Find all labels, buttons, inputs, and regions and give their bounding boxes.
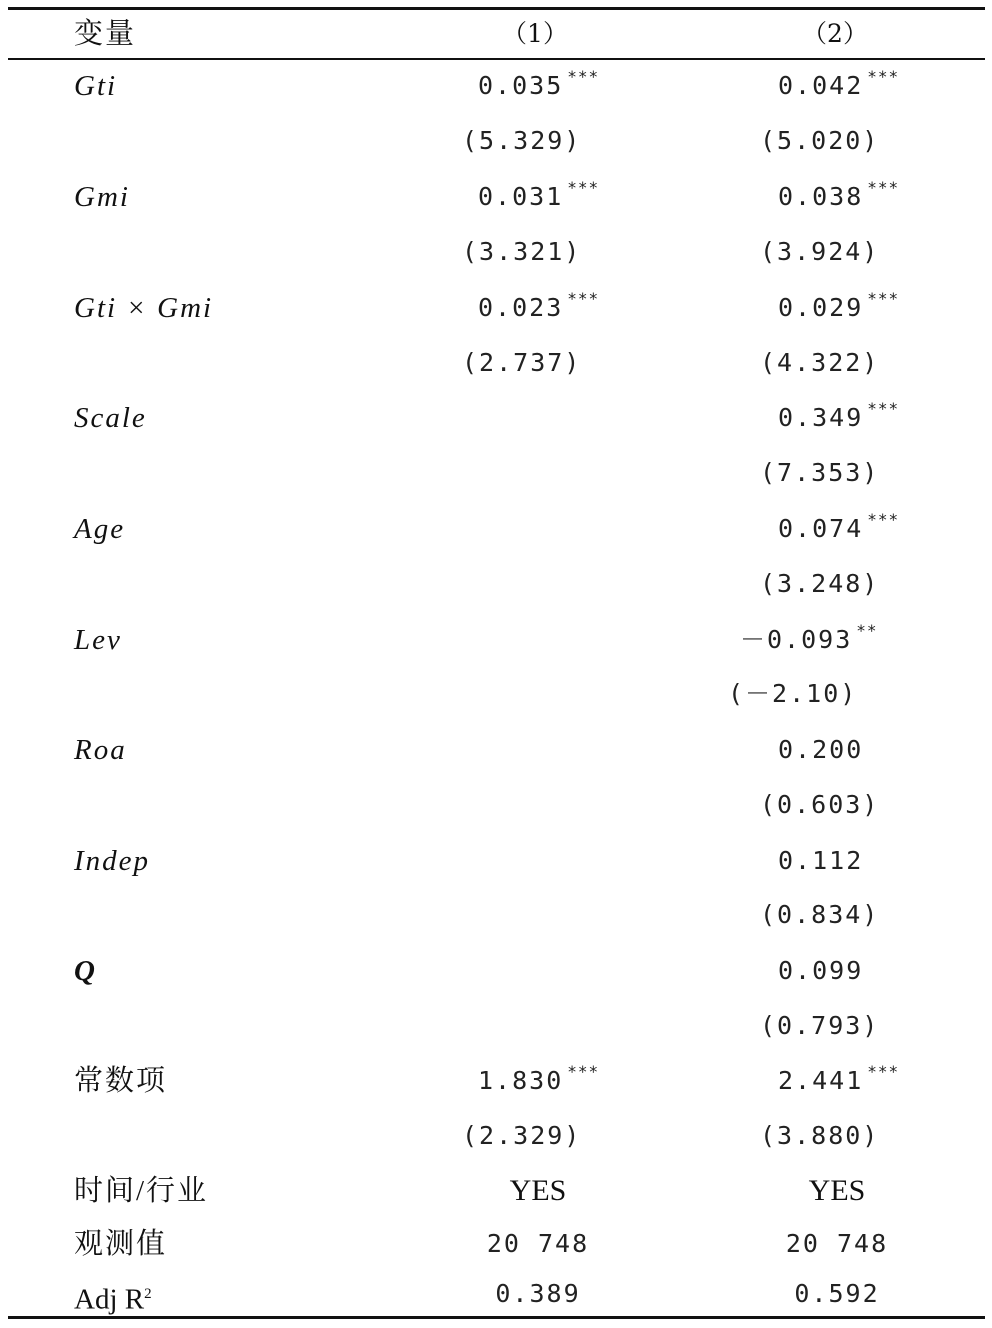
tstat-col2: (5.020) [760, 126, 880, 155]
table-top-rule [8, 7, 985, 10]
table-row-tstat [0, 674, 992, 714]
header-variable: 变量 [74, 18, 137, 50]
table-row [0, 66, 992, 106]
table-header-row [0, 14, 992, 54]
coefficient-col2: 0.099 [778, 956, 864, 985]
table-row-tstat [0, 453, 992, 493]
variable-name: Indep [74, 845, 151, 877]
table-row-tstat [0, 785, 992, 825]
coefficient-col1: 0.023 *** [478, 289, 600, 322]
tstat-col2: (3.248) [760, 569, 880, 598]
table-row [0, 398, 992, 438]
header-col1: （1） [502, 19, 568, 48]
tstat-col2: (7.353) [760, 458, 880, 487]
table-row-tstat [0, 343, 992, 383]
table-row-tstat [0, 232, 992, 272]
coefficient-col1: 1.830 *** [478, 1062, 600, 1095]
variable-name: Scale [74, 402, 147, 434]
table-row-observations [0, 1224, 992, 1264]
header-col2: （2） [802, 19, 868, 48]
observations-col2: 20 748 [785, 1229, 889, 1258]
table-row-fixed-effects [0, 1171, 992, 1211]
tstat-col2: (0.793) [760, 1011, 880, 1040]
coefficient-col1: 0.035 *** [478, 67, 600, 100]
variable-name: Roa [74, 734, 127, 766]
tstat-col1: (2.737) [462, 348, 582, 377]
variable-name: Gmi [74, 181, 130, 213]
tstat-col2: (3.880) [760, 1121, 880, 1150]
table-bottom-rule [8, 1316, 985, 1319]
coefficient-col2: 0.074 *** [778, 510, 900, 543]
table-row [0, 509, 992, 549]
table-row-tstat [0, 564, 992, 604]
coefficient-col2: 0.349 *** [778, 399, 900, 432]
table-row [0, 288, 992, 328]
table-row [0, 730, 992, 770]
tstat-col2: (3.924) [760, 237, 880, 266]
coefficient-col2: 0.029 *** [778, 289, 900, 322]
variable-name: 常数项 [74, 1065, 168, 1097]
adj-r2-col1: 0.389 [495, 1279, 581, 1308]
variable-name: Gti × Gmi [74, 292, 214, 324]
tstat-col1: (2.329) [462, 1121, 582, 1150]
observations-col1: 20 748 [486, 1229, 590, 1258]
variable-name: Q [74, 955, 97, 987]
table-row-tstat [0, 895, 992, 935]
table-row [0, 951, 992, 991]
coefficient-col1: 0.031 *** [478, 178, 600, 211]
adj-r2-col2: 0.592 [794, 1279, 880, 1308]
tstat-col2: (－2.10) [728, 679, 858, 708]
tstat-col2: (0.834) [760, 900, 880, 929]
coefficient-col2: 2.441 *** [778, 1062, 900, 1095]
table-row-tstat [0, 1116, 992, 1156]
variable-name: Gti [74, 70, 118, 102]
tstat-col1: (5.329) [462, 126, 582, 155]
fixed-effects-col1: YES [509, 1174, 567, 1207]
coefficient-col2: 0.200 [778, 735, 864, 764]
table-row-tstat [0, 121, 992, 161]
variable-name: Adj $R^2$ [74, 1283, 152, 1316]
variable-name: Lev [74, 624, 122, 656]
coefficient-col2: 0.042 *** [778, 67, 900, 100]
table-row [0, 177, 992, 217]
table-row-adj-r2 [0, 1274, 992, 1314]
fixed-effects-col2: YES [808, 1174, 866, 1207]
tstat-col2: (4.322) [760, 348, 880, 377]
table-row [0, 620, 992, 660]
table-header-rule [8, 58, 985, 60]
tstat-col1: (3.321) [462, 237, 582, 266]
tstat-col2: (0.603) [760, 790, 880, 819]
table-row-tstat [0, 1006, 992, 1046]
coefficient-col2: 0.038 *** [778, 178, 900, 211]
coefficient-col2: 0.112 [778, 846, 864, 875]
variable-name: Age [74, 513, 126, 545]
variable-name: 观测值 [74, 1228, 168, 1260]
table-row [0, 841, 992, 881]
variable-name: 时间/行业 [74, 1175, 209, 1207]
table-row [0, 1061, 992, 1101]
coefficient-col2: －0.093 ** [740, 621, 878, 654]
